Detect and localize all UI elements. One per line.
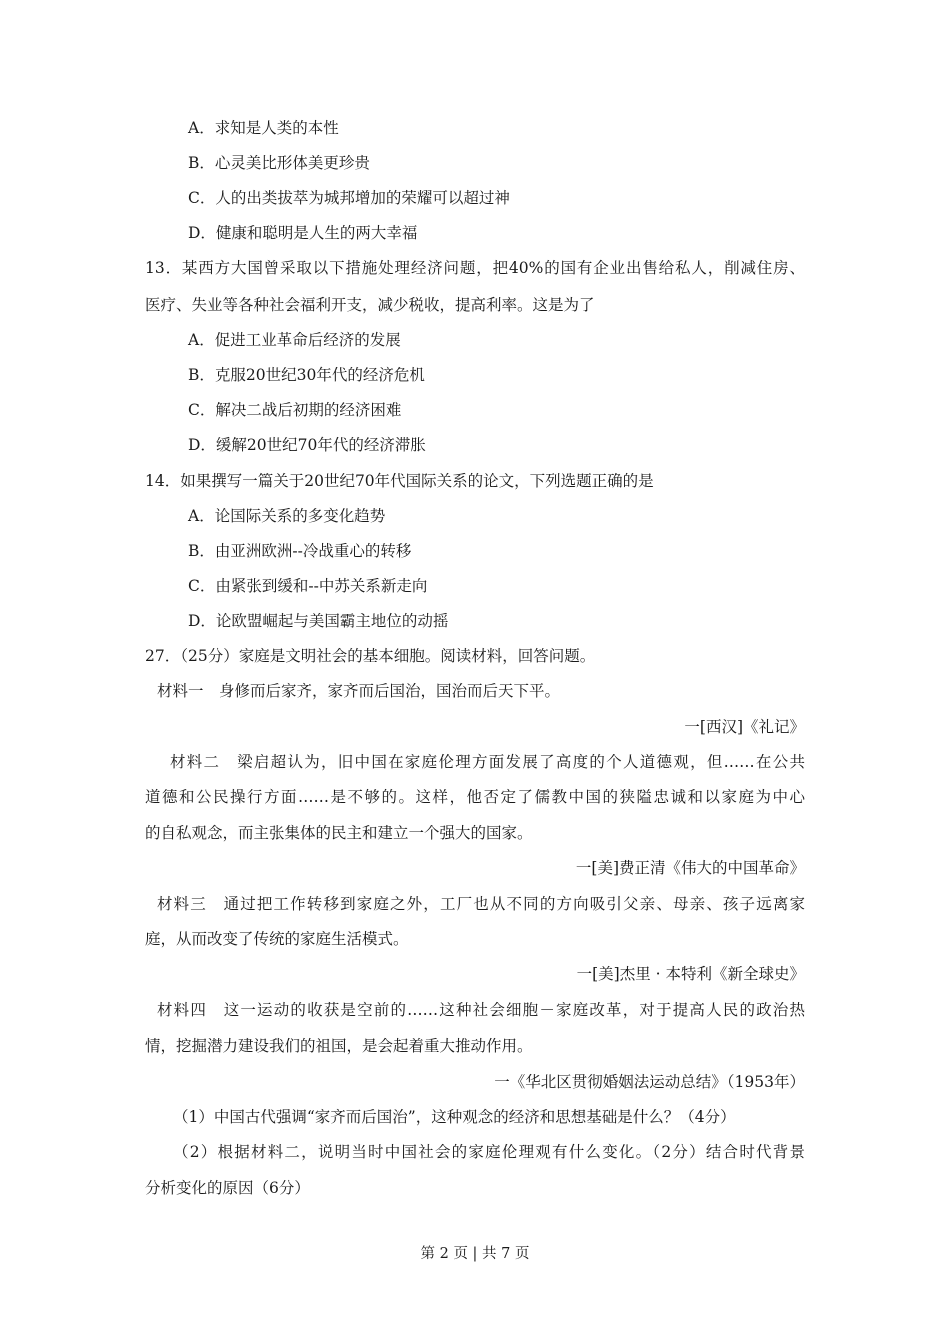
q12-option-c: C．人的出类拔萃为城邦增加的荣耀可以超过神 bbox=[188, 189, 510, 207]
q14-option-d: D．论欧盟崛起与美国霸主地位的动摇 bbox=[188, 612, 449, 630]
material-2-line3: 的自私观念，而主张集体的民主和建立一个强大的国家。 bbox=[145, 824, 533, 842]
q14-option-c: C．由紧张到缓和--中苏关系新走向 bbox=[188, 577, 428, 595]
q14-option-b: B．由亚洲欧洲--冷战重心的转移 bbox=[188, 542, 412, 560]
material-4-line2: 情，挖掘潜力建设我们的祖国，是会起着重大推动作用。 bbox=[145, 1037, 533, 1055]
q12-option-a: A．求知是人类的本性 bbox=[188, 119, 339, 137]
material-3-source: 一[美]杰里 · 本特利《新全球史》 bbox=[576, 965, 805, 983]
q13-option-c: C．解决二战后初期的经济困难 bbox=[188, 401, 402, 419]
material-4-line1: 材料四 这一运动的收获是空前的……这种社会细胞－家庭改革，对于提高人民的政治热 bbox=[157, 1001, 805, 1019]
q14-option-a: A．论国际关系的多变化趋势 bbox=[188, 507, 386, 525]
material-4-source: 一《华北区贯彻婚姻法运动总结》（1953年） bbox=[494, 1073, 805, 1091]
q12-option-d: D．健康和聪明是人生的两大幸福 bbox=[188, 224, 418, 242]
material-3-line2: 庭，从而改变了传统的家庭生活模式。 bbox=[145, 930, 409, 948]
material-3-line1: 材料三 通过把工作转移到家庭之外，工厂也从不同的方向吸引父亲、母亲、孩子远离家 bbox=[157, 895, 805, 913]
material-1: 材料一 身修而后家齐，家齐而后国治，国治而后天下平。 bbox=[157, 682, 561, 700]
q13-stem-line2: 医疗、失业等各种社会福利开支，减少税收，提高利率。这是为了 bbox=[145, 296, 595, 314]
material-2-source: 一[美]费正清《伟大的中国革命》 bbox=[575, 859, 805, 877]
sub-question-1: （1）中国古代强调“家齐而后国治”，这种观念的经济和思想基础是什么？（4分） bbox=[173, 1108, 736, 1126]
q27-stem: 27．（25分）家庭是文明社会的基本细胞。阅读材料，回答问题。 bbox=[145, 647, 596, 665]
q13-option-d: D．缓解20世纪70年代的经济滞胀 bbox=[188, 436, 426, 454]
q13-option-a: A．促进工业革命后经济的发展 bbox=[188, 331, 401, 349]
material-2-line2: 道德和公民操行方面……是不够的。这样，他否定了儒教中国的狭隘忠诚和以家庭为中心 bbox=[145, 788, 805, 806]
q14-stem: 14．如果撰写一篇关于20世纪70年代国际关系的论文，下列选题正确的是 bbox=[145, 472, 654, 490]
q13-option-b: B．克服20世纪30年代的经济危机 bbox=[188, 366, 425, 384]
q13-stem-line1: 13．某西方大国曾采取以下措施处理经济问题，把40%的国有企业出售给私人，削减住房、 bbox=[145, 259, 805, 277]
material-1-source: 一[西汉]《礼记》 bbox=[684, 718, 805, 736]
material-2-line1: 材料二 梁启超认为，旧中国在家庭伦理方面发展了高度的个人道德观，但……在公共 bbox=[170, 753, 805, 771]
q12-option-b: B．心灵美比形体美更珍贵 bbox=[188, 154, 370, 172]
page-footer: 第 2 页 | 共 7 页 bbox=[420, 1246, 530, 1262]
sub-question-2-line1: （2）根据材料二，说明当时中国社会的家庭伦理观有什么变化。（2分）结合时代背景 bbox=[173, 1143, 805, 1161]
sub-question-2-line2: 分析变化的原因（6分） bbox=[145, 1179, 310, 1197]
